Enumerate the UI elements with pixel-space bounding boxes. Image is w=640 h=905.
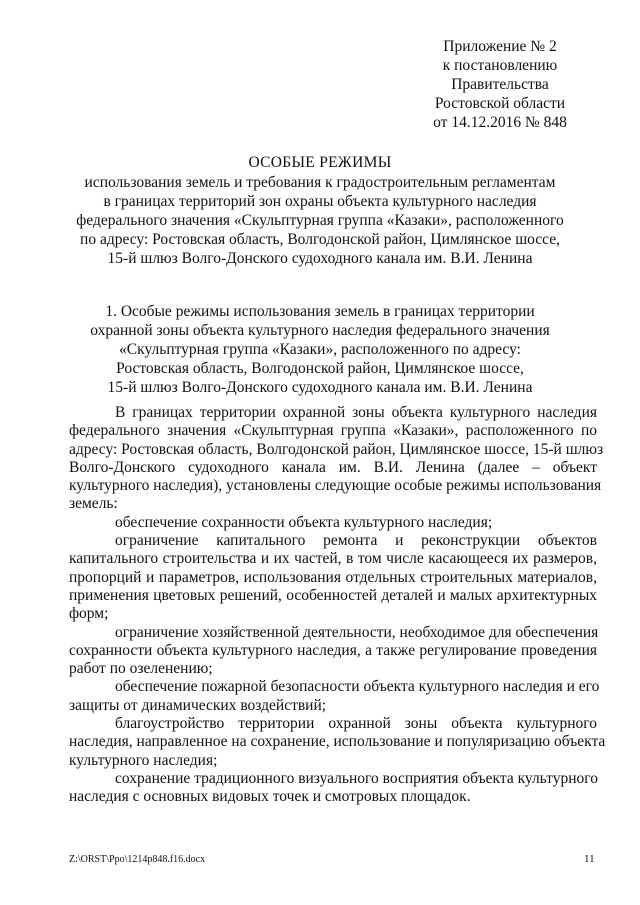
body-line: благоустройство территории охранной зоны объекта культурного bbox=[115, 715, 597, 733]
body-line: ограничение хозяйственной деятельности, необходимое для обеспечения bbox=[115, 623, 599, 641]
body-line: наследия, направленное на сохранение, использование и популяризацию объекта bbox=[69, 733, 606, 751]
body-line: форм; bbox=[69, 605, 109, 623]
body-line: работ по озеленению; bbox=[69, 660, 213, 678]
body-line: защиты от динамических воздействий; bbox=[69, 696, 327, 714]
appendix-line: Ростовской области bbox=[434, 95, 566, 112]
body-line: обеспечение сохранности объекта культурного наследия; bbox=[115, 513, 493, 531]
body-line: культурного наследия), установлены следующие особые режимы использования bbox=[69, 477, 602, 495]
body-text bbox=[69, 404, 606, 807]
title-heading: ОСОБЫЕ РЕЖИМЫ bbox=[248, 154, 392, 171]
body-line: В границах территории охранной зоны объекта культурного наследия bbox=[115, 404, 597, 421]
page-number: 11 bbox=[584, 853, 595, 865]
body-line: капитального строительства и их частей, в том числе касающееся их размеров, bbox=[69, 550, 597, 568]
body-line: сохранности объекта культурного наследия, а также регулирование проведения bbox=[69, 641, 597, 659]
appendix-block bbox=[410, 37, 590, 132]
section-line: Ростовская область, Волгодонской район, Цимлянское шоссе, bbox=[116, 360, 524, 377]
body-line: земель: bbox=[69, 495, 118, 513]
title-line: использования земель и требования к градостроительным регламентам bbox=[84, 174, 556, 191]
appendix-line: к постановлению bbox=[442, 57, 558, 74]
body-line: федерального значения «Скульптурная группа «Казаки», расположенного по bbox=[69, 422, 597, 440]
section-heading bbox=[60, 302, 580, 397]
title-line: 15-й шлюз Волго-Донского судоходного канала им. В.И. Ленина bbox=[107, 250, 533, 267]
section-line: 1. Особые режимы использования земель в границах территории bbox=[105, 303, 535, 320]
body-line: наследия с основных видовых точек и смотровых площадок. bbox=[69, 788, 471, 806]
body-line: применения цветовых решений, особенностей деталей и малых архитектурных bbox=[69, 586, 597, 604]
section-line: 15-й шлюз Волго-Донского судоходного канала им. В.И. Ленина bbox=[107, 379, 533, 396]
appendix-line: Правительства bbox=[451, 76, 549, 93]
body-line: Волго-Донского судоходного канала им. В.И. Ленина (далее – объект bbox=[69, 458, 597, 476]
footer-file-path: Z:\ORST\Ppo\1214p848.f16.docx bbox=[69, 854, 206, 865]
document-title bbox=[60, 153, 580, 268]
appendix-line: от 14.12.2016 № 848 bbox=[433, 114, 567, 131]
body-line: культурного наследия; bbox=[69, 751, 218, 769]
body-line: обеспечение пожарной безопасности объекта культурного наследия и его bbox=[115, 678, 600, 696]
title-line: по адресу: Ростовская область, Волгодонской район, Цимлянское шоссе, bbox=[80, 231, 560, 248]
title-line: федерального значения «Скульптурная группа «Казаки», расположенного bbox=[76, 212, 564, 229]
body-line: сохранение традиционного визуального восприятия объекта культурного bbox=[115, 769, 598, 787]
section-line: «Скульптурная группа «Казаки», расположенного по адресу: bbox=[119, 341, 521, 358]
title-line: в границах территорий зон охраны объекта культурного наследия bbox=[103, 193, 537, 210]
body-line: ограничение капитального ремонта и реконструкции объектов bbox=[115, 532, 597, 550]
appendix-line: Приложение № 2 bbox=[443, 38, 557, 55]
body-line: пропорций и параметров, использования отдельных строительных материалов, bbox=[69, 568, 597, 586]
section-line: охранной зоны объекта культурного наследия федерального значения bbox=[90, 322, 550, 339]
body-line: адресу: Ростовская область, Волгодонской район, Цимлянское шоссе, 15-й шлюз bbox=[69, 440, 604, 458]
